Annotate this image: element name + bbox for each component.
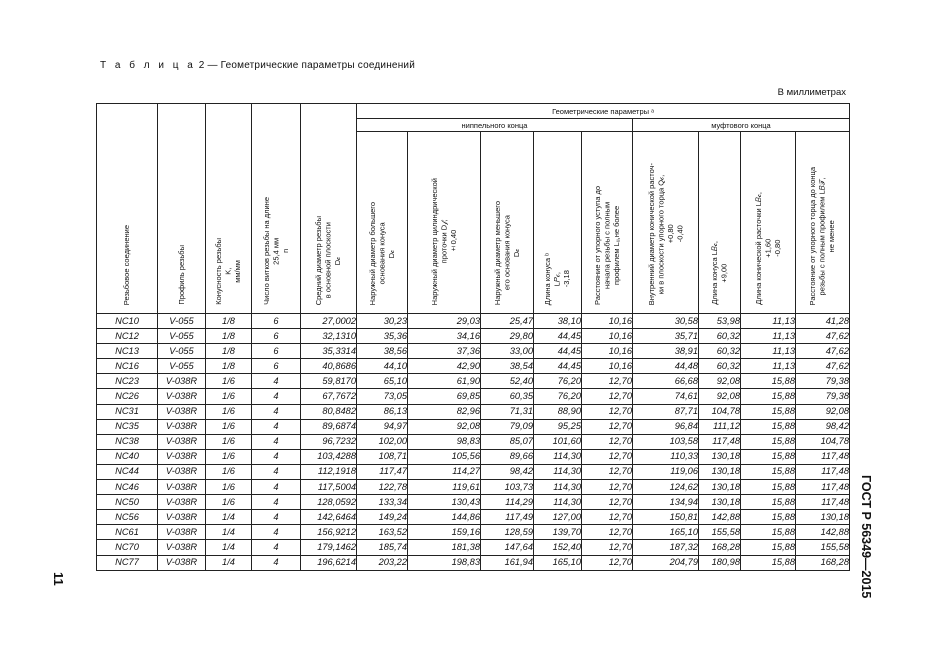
table-cell: 1/4 (206, 525, 252, 540)
table-row (97, 464, 850, 479)
table-cell: 1/6 (206, 374, 252, 389)
table-cell: 114,27 (408, 464, 481, 479)
table-caption (100, 60, 415, 71)
table-row (97, 359, 850, 374)
table-cell: 142,88 (699, 510, 741, 525)
geometric-parameters-header: Геометрические параметры ᵃ (357, 104, 850, 119)
col-header-text: Длина конуса L𝐵𝒸, +9,00 (710, 241, 729, 305)
table-body (97, 314, 850, 571)
table-cell: 4 (252, 419, 301, 434)
table-cell: 1/6 (206, 404, 252, 419)
table-cell: V-055 (158, 314, 206, 329)
table-cell: 179,1462 (301, 540, 357, 555)
table-cell: 117,48 (796, 449, 850, 464)
table-cell: V-038R (158, 480, 206, 495)
table-cell: 60,35 (481, 389, 534, 404)
table-cell: 12,70 (582, 449, 633, 464)
table-cell: 127,00 (534, 510, 582, 525)
table-cell: 117,48 (796, 480, 850, 495)
table-cell: 34,16 (408, 329, 481, 344)
col-header-text: Наружный диаметр меньшего его основания конуса D𝒸 (492, 200, 521, 305)
table-cell: 4 (252, 464, 301, 479)
table-cell: 117,49 (481, 510, 534, 525)
table-cell: 53,98 (699, 314, 741, 329)
table-cell: 1/6 (206, 419, 252, 434)
table-cell: 10,16 (582, 344, 633, 359)
table-cell: V-038R (158, 449, 206, 464)
table-cell: 134,94 (633, 495, 699, 510)
table-cell: 59,8170 (301, 374, 357, 389)
table-cell: 74,61 (633, 389, 699, 404)
table-cell: 198,83 (408, 555, 481, 570)
table-cell: 1/4 (206, 510, 252, 525)
table-cell: V-038R (158, 464, 206, 479)
table-cell: 10,16 (582, 359, 633, 374)
table-cell: 92,08 (408, 419, 481, 434)
table-cell: 155,58 (699, 525, 741, 540)
table-cell: V-038R (158, 555, 206, 570)
table-cell: 180,98 (699, 555, 741, 570)
table-cell: 101,60 (534, 434, 582, 449)
col-header-text: Конусность резьбы K, мм/мм (214, 238, 243, 305)
connection-name-cell: NC38 (97, 434, 158, 449)
table-cell: 130,18 (699, 449, 741, 464)
table-cell: 117,48 (796, 464, 850, 479)
table-cell: 111,12 (699, 419, 741, 434)
table-cell: 76,20 (534, 374, 582, 389)
table-cell: 105,56 (408, 449, 481, 464)
col-header-text: Резьбовое соединение (122, 224, 132, 305)
col-header-text: Длина конической расточки L𝐵𝒸, +1,60 -0,80 (753, 192, 782, 305)
table-cell: 12,70 (582, 464, 633, 479)
table-cell: 104,78 (796, 434, 850, 449)
table-cell: 12,70 (582, 389, 633, 404)
table-cell: 122,78 (357, 480, 408, 495)
table-cell: 187,32 (633, 540, 699, 555)
table-cell: 44,45 (534, 344, 582, 359)
table-cell: 42,90 (408, 359, 481, 374)
table-cell: 94,97 (357, 419, 408, 434)
table-cell: 15,88 (741, 449, 796, 464)
table-cell: 15,88 (741, 389, 796, 404)
connection-name-cell: NC61 (97, 525, 158, 540)
table-cell: 114,30 (534, 495, 582, 510)
table-row (97, 419, 850, 434)
col-header (301, 104, 357, 314)
col-header-text: Расстояние от упорного уступа до начала резьбы с полным профилем Lᵤ,не более (592, 186, 621, 305)
table-cell: 96,84 (633, 419, 699, 434)
table-row (97, 480, 850, 495)
table-cell: 15,88 (741, 374, 796, 389)
table-cell: 71,31 (481, 404, 534, 419)
table-cell: 110,33 (633, 449, 699, 464)
table-cell: V-038R (158, 495, 206, 510)
table-cell: 1/4 (206, 555, 252, 570)
table-cell: 165,10 (534, 555, 582, 570)
table-cell: 114,30 (534, 480, 582, 495)
table-cell: 152,40 (534, 540, 582, 555)
table-cell: 139,70 (534, 525, 582, 540)
table-cell: 79,38 (796, 389, 850, 404)
table-row (97, 540, 850, 555)
table-cell: 130,18 (699, 464, 741, 479)
table-row (97, 434, 850, 449)
table-cell: 168,28 (699, 540, 741, 555)
table-cell: 4 (252, 525, 301, 540)
table-cell: 44,48 (633, 359, 699, 374)
table-cell: 108,71 (357, 449, 408, 464)
table-cell: 1/6 (206, 434, 252, 449)
table-cell: 47,62 (796, 359, 850, 374)
table-row (97, 374, 850, 389)
table-cell: 142,6464 (301, 510, 357, 525)
table-cell: 130,43 (408, 495, 481, 510)
table-cell: 114,30 (534, 449, 582, 464)
table-cell: 67,7672 (301, 389, 357, 404)
table-cell: V-038R (158, 419, 206, 434)
table-cell: 92,08 (796, 404, 850, 419)
table-cell: 196,6214 (301, 555, 357, 570)
table-cell: 86,13 (357, 404, 408, 419)
connection-name-cell: NC16 (97, 359, 158, 374)
table-row (97, 495, 850, 510)
table-row (97, 510, 850, 525)
table-cell: 79,38 (796, 374, 850, 389)
table-cell: 124,62 (633, 480, 699, 495)
table-cell: 89,6874 (301, 419, 357, 434)
table-cell: 12,70 (582, 510, 633, 525)
table-row (97, 344, 850, 359)
table-cell: V-038R (158, 434, 206, 449)
table-cell: 161,94 (481, 555, 534, 570)
table-cell: 98,42 (796, 419, 850, 434)
table-cell: 144,86 (408, 510, 481, 525)
table-cell: 1/6 (206, 449, 252, 464)
table-cell: 15,88 (741, 480, 796, 495)
table-cell: 25,47 (481, 314, 534, 329)
table-cell: 1/8 (206, 314, 252, 329)
table-row (97, 449, 850, 464)
table-cell: 165,10 (633, 525, 699, 540)
table-cell: 156,9212 (301, 525, 357, 540)
table-cell: V-038R (158, 389, 206, 404)
table-cell: 44,45 (534, 329, 582, 344)
table-cell: 149,24 (357, 510, 408, 525)
table-cell: 119,61 (408, 480, 481, 495)
table-cell: 27,0002 (301, 314, 357, 329)
table-cell: V-055 (158, 359, 206, 374)
table-cell: 15,88 (741, 434, 796, 449)
table-cell: 1/6 (206, 464, 252, 479)
table-cell: V-038R (158, 525, 206, 540)
table-cell: 1/6 (206, 495, 252, 510)
table-cell: 12,70 (582, 495, 633, 510)
col-header (741, 132, 796, 314)
units-note: В миллиметрах (777, 87, 846, 98)
col-header-text: Наружный диаметр большего основания конуса D𝒸 (367, 201, 396, 305)
connection-name-cell: NC40 (97, 449, 158, 464)
table-cell: 4 (252, 404, 301, 419)
table-row (97, 525, 850, 540)
table-cell: 128,59 (481, 525, 534, 540)
table-cell: 103,4288 (301, 449, 357, 464)
table-cell: 11,13 (741, 359, 796, 374)
table-cell: 102,00 (357, 434, 408, 449)
table-cell: 30,58 (633, 314, 699, 329)
table-cell: 47,62 (796, 329, 850, 344)
col-header (796, 132, 850, 314)
col-header-text: Профиль резьбы (176, 245, 186, 305)
table-cell: 32,1310 (301, 329, 357, 344)
table-cell: 69,85 (408, 389, 481, 404)
page-number: 11 (51, 572, 66, 586)
table-cell: 44,10 (357, 359, 408, 374)
table-cell: 130,18 (699, 480, 741, 495)
nipple-end-header: ниппельного конца (357, 119, 633, 132)
table-cell: 76,20 (534, 389, 582, 404)
table-cell: 114,29 (481, 495, 534, 510)
table-cell: 4 (252, 495, 301, 510)
table-cell: 4 (252, 374, 301, 389)
table-cell: 168,28 (796, 555, 850, 570)
col-header-text: Расстояние от упорного торца до конца резьбы с полным профилем L𝐵𝒯, не менее (808, 166, 837, 305)
table-cell: 60,32 (699, 359, 741, 374)
table-cell: 92,08 (699, 389, 741, 404)
table-cell: 117,5004 (301, 480, 357, 495)
table-cell: 4 (252, 555, 301, 570)
table-cell: 128,0592 (301, 495, 357, 510)
table-cell: 92,08 (699, 374, 741, 389)
table-cell: 38,56 (357, 344, 408, 359)
table-cell: 1/8 (206, 329, 252, 344)
col-header-text: Длина конуса ᵇ L𝑃𝒸, -3,18 (543, 252, 572, 305)
table-cell: 15,88 (741, 510, 796, 525)
table-cell: 15,88 (741, 540, 796, 555)
table-cell: 44,45 (534, 359, 582, 374)
connection-name-cell: NC26 (97, 389, 158, 404)
table-cell: 37,36 (408, 344, 481, 359)
connection-name-cell: NC10 (97, 314, 158, 329)
connection-name-cell: NC12 (97, 329, 158, 344)
col-header (97, 104, 158, 314)
table-cell: 12,70 (582, 555, 633, 570)
table-cell: 79,09 (481, 419, 534, 434)
col-header-text: Число витков резьбы на длине 25,4 мм n (261, 197, 290, 305)
table-cell: 38,91 (633, 344, 699, 359)
connection-name-cell: NC70 (97, 540, 158, 555)
table-cell: 47,62 (796, 344, 850, 359)
table-cell: 1/6 (206, 480, 252, 495)
table-cell: 150,81 (633, 510, 699, 525)
geometric-parameters-table (96, 103, 850, 571)
table-cell: 60,32 (699, 329, 741, 344)
table-cell: 15,88 (741, 404, 796, 419)
table-cell: 88,90 (534, 404, 582, 419)
table-cell: V-038R (158, 404, 206, 419)
table-cell: 159,16 (408, 525, 481, 540)
table-cell: 104,78 (699, 404, 741, 419)
table-cell: 12,70 (582, 419, 633, 434)
table-cell: 117,47 (357, 464, 408, 479)
col-header (534, 132, 582, 314)
table-cell: 35,71 (633, 329, 699, 344)
table-cell: 4 (252, 434, 301, 449)
table-cell: 204,79 (633, 555, 699, 570)
table-cell: 4 (252, 540, 301, 555)
col-header (252, 104, 301, 314)
table-cell: 112,1918 (301, 464, 357, 479)
table-cell: 6 (252, 314, 301, 329)
table-cell: 12,70 (582, 374, 633, 389)
table-cell: 103,58 (633, 434, 699, 449)
table-cell: 130,18 (796, 510, 850, 525)
table-cell: 4 (252, 389, 301, 404)
table-cell: 117,48 (699, 434, 741, 449)
table-cell: 1/6 (206, 389, 252, 404)
table-cell: 103,73 (481, 480, 534, 495)
table-row (97, 314, 850, 329)
table-cell: 163,52 (357, 525, 408, 540)
table-cell: 4 (252, 449, 301, 464)
col-header (206, 104, 252, 314)
table-cell: V-038R (158, 510, 206, 525)
table-cell: 52,40 (481, 374, 534, 389)
col-header (357, 132, 408, 314)
table-cell: 11,13 (741, 314, 796, 329)
table-cell: 155,58 (796, 540, 850, 555)
col-header (481, 132, 534, 314)
table-cell: 11,13 (741, 329, 796, 344)
caption-text: 2 — Геометрические параметры соединений (198, 60, 415, 71)
table-cell: 4 (252, 510, 301, 525)
connection-name-cell: NC13 (97, 344, 158, 359)
table-cell: 15,88 (741, 464, 796, 479)
col-header-text: Внутренний диаметр конической расточ- ки в плоскости упорного торца Q𝒸, +0,80 -0,40 (646, 162, 684, 305)
table-cell: 87,71 (633, 404, 699, 419)
connection-name-cell: NC56 (97, 510, 158, 525)
table-row (97, 329, 850, 344)
table-cell: 85,07 (481, 434, 534, 449)
table-cell: 98,83 (408, 434, 481, 449)
table-row (97, 404, 850, 419)
table-cell: 11,13 (741, 344, 796, 359)
table-cell: 114,30 (534, 464, 582, 479)
table-cell: 6 (252, 359, 301, 374)
caption-prefix: Т а б л и ц а (100, 60, 196, 71)
table-cell: 12,70 (582, 404, 633, 419)
table-cell: 73,05 (357, 389, 408, 404)
connection-name-cell: NC50 (97, 495, 158, 510)
table-cell: 119,06 (633, 464, 699, 479)
col-header (633, 132, 699, 314)
table-row (97, 555, 850, 570)
table-cell: 61,90 (408, 374, 481, 389)
table-cell: 6 (252, 344, 301, 359)
table-row (97, 389, 850, 404)
table-cell: 12,70 (582, 525, 633, 540)
table-cell: 38,54 (481, 359, 534, 374)
col-header-text: Средний диаметр резьбы в основной плоскости D𝒸 (314, 215, 343, 305)
table-cell: 181,38 (408, 540, 481, 555)
table-cell: 10,16 (582, 329, 633, 344)
table-cell: V-038R (158, 374, 206, 389)
table-cell: 66,68 (633, 374, 699, 389)
table-cell: 40,8686 (301, 359, 357, 374)
table-cell: V-038R (158, 540, 206, 555)
coupling-end-header: муфтового конца (633, 119, 850, 132)
table-cell: 1/8 (206, 344, 252, 359)
table-cell: 38,10 (534, 314, 582, 329)
connection-name-cell: NC31 (97, 404, 158, 419)
table-cell: 117,48 (796, 495, 850, 510)
table-cell: 60,32 (699, 344, 741, 359)
table-cell: 82,96 (408, 404, 481, 419)
table-cell: 35,36 (357, 329, 408, 344)
table-cell: 15,88 (741, 419, 796, 434)
col-header-text: Наружный диаметр цилиндрической проточки D𝒻, ±0,40 (429, 177, 458, 305)
table-cell: 12,70 (582, 480, 633, 495)
table-cell: 4 (252, 480, 301, 495)
col-header (158, 104, 206, 314)
table-cell: 15,88 (741, 555, 796, 570)
table-cell: 6 (252, 329, 301, 344)
connection-name-cell: NC35 (97, 419, 158, 434)
table-cell: 130,18 (699, 495, 741, 510)
table-cell: 15,88 (741, 495, 796, 510)
table-cell: 147,64 (481, 540, 534, 555)
table-cell: 98,42 (481, 464, 534, 479)
col-header (699, 132, 741, 314)
table-cell: 1/4 (206, 540, 252, 555)
table-cell: 10,16 (582, 314, 633, 329)
table-cell: 12,70 (582, 434, 633, 449)
table-cell: 1/8 (206, 359, 252, 374)
table-cell: 133,34 (357, 495, 408, 510)
table-cell: 15,88 (741, 525, 796, 540)
connection-name-cell: NC46 (97, 480, 158, 495)
table-cell: 89,66 (481, 449, 534, 464)
table-cell: V-055 (158, 344, 206, 359)
table-cell: 41,28 (796, 314, 850, 329)
connection-name-cell: NC44 (97, 464, 158, 479)
connection-name-cell: NC23 (97, 374, 158, 389)
table-cell: 203,22 (357, 555, 408, 570)
table-cell: 35,3314 (301, 344, 357, 359)
table-cell: 96,7232 (301, 434, 357, 449)
table-cell: 12,70 (582, 540, 633, 555)
table-cell: 33,00 (481, 344, 534, 359)
col-header (582, 132, 633, 314)
table-cell: 142,88 (796, 525, 850, 540)
table-cell: 80,8482 (301, 404, 357, 419)
col-header (408, 132, 481, 314)
table-cell: 29,80 (481, 329, 534, 344)
table-cell: V-055 (158, 329, 206, 344)
table-cell: 65,10 (357, 374, 408, 389)
table-cell: 30,23 (357, 314, 408, 329)
connection-name-cell: NC77 (97, 555, 158, 570)
table-cell: 185,74 (357, 540, 408, 555)
standard-designation: ГОСТ Р 56349—2015 (859, 475, 873, 599)
table-cell: 29,03 (408, 314, 481, 329)
table-cell: 95,25 (534, 419, 582, 434)
